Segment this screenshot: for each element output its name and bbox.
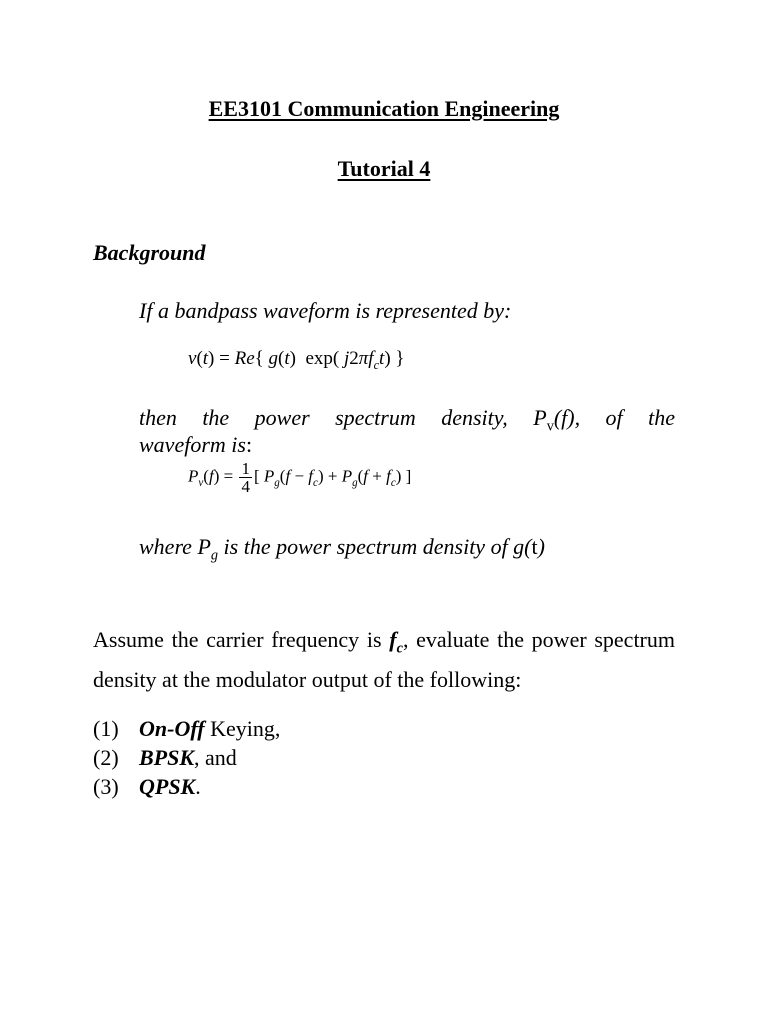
list-item-term: QPSK: [139, 774, 196, 799]
tutorial-title: Tutorial 4: [337, 156, 431, 181]
list-item-number: (2): [93, 745, 119, 770]
modulation-list: [93, 714, 280, 801]
list-item: [93, 714, 280, 743]
list-item-rest: Keying,: [204, 716, 281, 741]
list-item: [93, 743, 280, 772]
course-title: EE3101 Communication Engineering: [208, 96, 560, 121]
list-item-number: (1): [93, 716, 119, 741]
list-item-term: On-Off: [139, 716, 205, 741]
then-text: then the power spectrum density, $P_v(f)$, of the: [139, 405, 675, 435]
intro-text: If a bandpass waveform is represented by:: [139, 298, 512, 323]
equation-2: $P_v(f)$ = $\frac{1}{4}$ [ $P_g(f - f_c) + P_g(f + f_c)$ ]: [188, 459, 412, 496]
list-item-term: BPSK: [139, 745, 195, 770]
assume-paragraph: Assume the carrier frequency is $f_c$, evaluate the power spectrum density at the modulator output of the following:: [93, 627, 675, 693]
list-item: [93, 772, 280, 801]
then-text-line2: waveform is:: [139, 432, 253, 457]
list-item-rest: , and: [194, 745, 237, 770]
where-text: where $P_g$ is the power spectrum density of g(t): [139, 534, 545, 564]
fraction-one-quarter: $\frac{1}{4}$: [241, 459, 250, 496]
equation-1: v(t) = Re{ g(t) exp( $j2\pi f_ct$) }: [188, 348, 405, 372]
list-item-number: (3): [93, 774, 119, 799]
list-item-rest: .: [195, 774, 201, 799]
section-heading: Background: [93, 240, 206, 265]
